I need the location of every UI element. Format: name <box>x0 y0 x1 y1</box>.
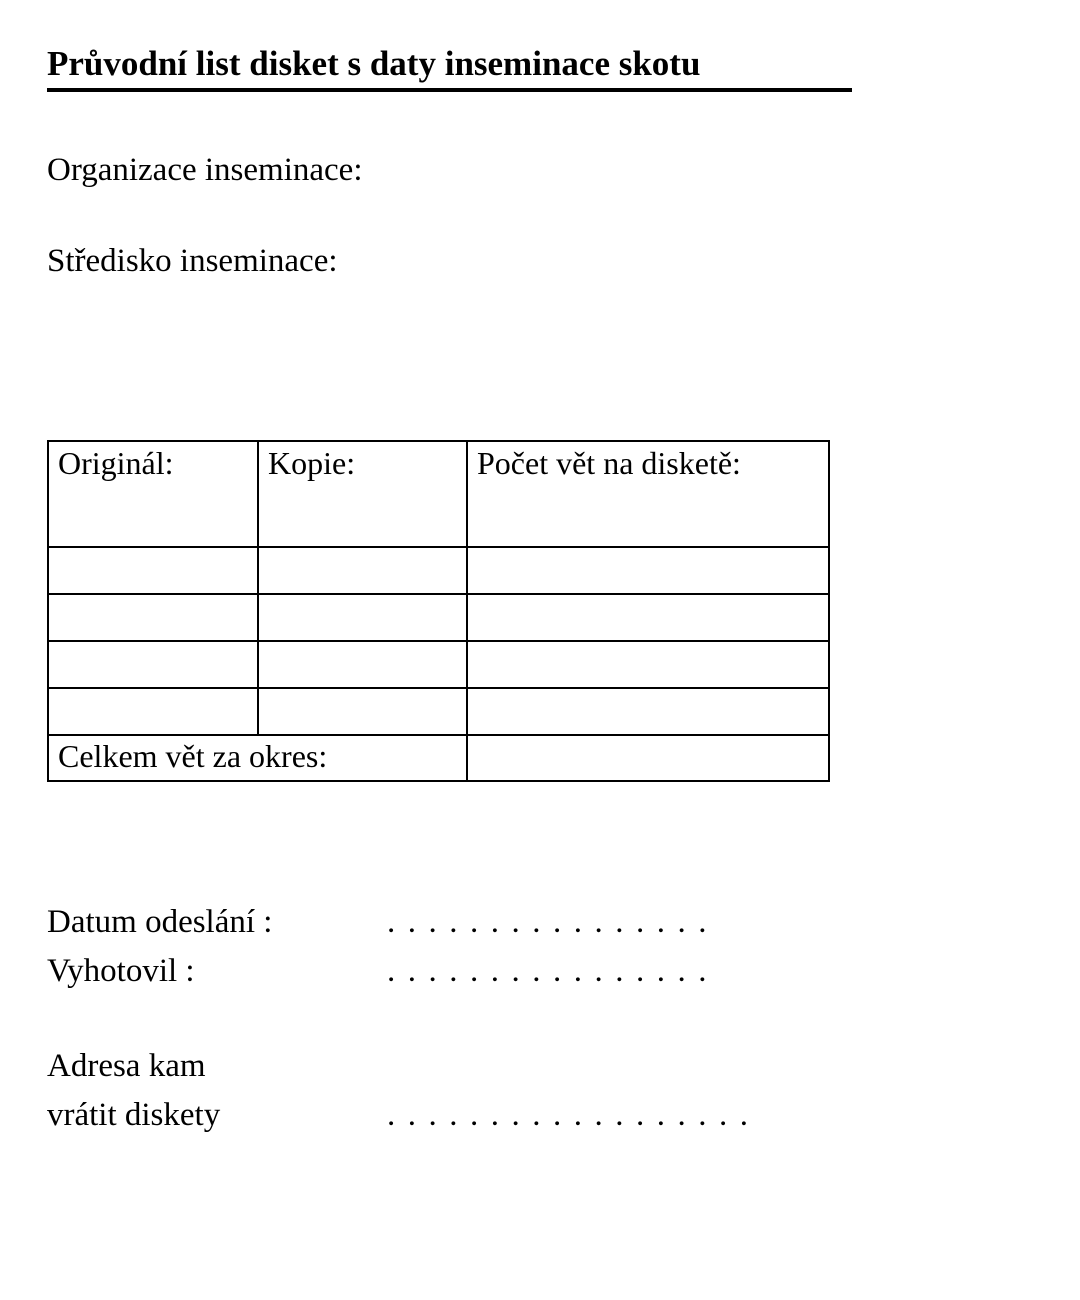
return-address-label-line1: Adresa kam <box>47 1048 206 1084</box>
diskette-records-table <box>47 440 830 782</box>
table-header-records-on-diskette: Počet vět na disketě: <box>467 441 829 547</box>
cell-copy[interactable] <box>258 547 467 594</box>
title-underline-rule <box>47 88 852 92</box>
table-header-row <box>48 441 829 547</box>
date-sent-label: Datum odeslání : <box>47 904 273 940</box>
cell-copy[interactable] <box>258 688 467 735</box>
table-header-copy: Kopie: <box>258 441 467 547</box>
date-sent-row <box>47 906 719 939</box>
table-row <box>48 688 829 735</box>
return-address-row-line2 <box>47 1099 761 1132</box>
table-row <box>48 547 829 594</box>
return-address-label-line2: vrátit diskety <box>47 1097 221 1133</box>
center-field-label: Středisko inseminace: <box>47 243 338 279</box>
table-total-row <box>48 735 829 781</box>
cell-original[interactable] <box>48 594 258 641</box>
table-header-original: Originál: <box>48 441 258 547</box>
cell-records[interactable] <box>467 594 829 641</box>
cell-copy[interactable] <box>258 594 467 641</box>
cell-original[interactable] <box>48 688 258 735</box>
cell-records[interactable] <box>467 688 829 735</box>
date-sent-dotted-line[interactable]: ................ <box>387 904 719 940</box>
cell-original[interactable] <box>48 547 258 594</box>
prepared-by-row <box>47 955 719 988</box>
cell-copy[interactable] <box>258 641 467 688</box>
table-row <box>48 641 829 688</box>
cell-records[interactable] <box>467 547 829 594</box>
total-label: Celkem vět za okres: <box>48 735 467 781</box>
prepared-by-dotted-line[interactable]: ................ <box>387 953 719 989</box>
prepared-by-label: Vyhotovil : <box>47 953 195 989</box>
organization-field-label: Organizace inseminace: <box>47 152 363 188</box>
cell-original[interactable] <box>48 641 258 688</box>
page-title: Průvodní list disket s daty inseminace skotu <box>47 44 701 83</box>
cell-records[interactable] <box>467 641 829 688</box>
return-address-row-line1 <box>47 1050 387 1083</box>
total-value-cell[interactable] <box>467 735 829 781</box>
return-address-dotted-line[interactable]: .................. <box>387 1097 761 1133</box>
table-row <box>48 594 829 641</box>
